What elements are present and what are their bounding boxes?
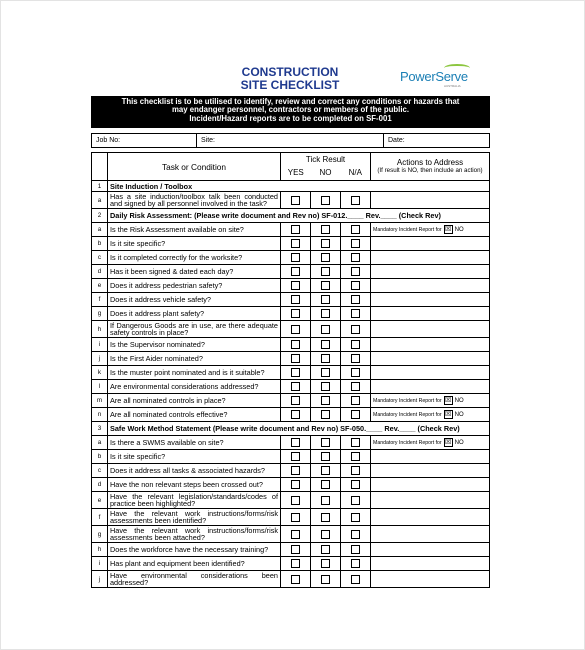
row-number: 2 xyxy=(92,209,108,223)
no-cell xyxy=(311,557,341,571)
yes-cell xyxy=(281,509,311,526)
na-checkbox[interactable] xyxy=(351,239,360,248)
no-checkbox[interactable] xyxy=(321,354,330,363)
action-cell[interactable] xyxy=(371,478,490,492)
yes-checkbox[interactable] xyxy=(291,382,300,391)
yes-cell xyxy=(281,223,311,237)
action-cell[interactable] xyxy=(371,265,490,279)
yes-checkbox[interactable] xyxy=(291,325,300,334)
no-cell xyxy=(311,223,341,237)
row-number: g xyxy=(92,307,108,321)
banner-line-2: may endanger personnel, contractors or members of the public. xyxy=(172,105,409,115)
yes-checkbox[interactable] xyxy=(291,559,300,568)
action-cell[interactable] xyxy=(371,321,490,338)
na-cell xyxy=(341,557,371,571)
yes-checkbox[interactable] xyxy=(291,466,300,475)
yes-cell xyxy=(281,408,311,422)
no-checkbox[interactable] xyxy=(321,239,330,248)
na-cell xyxy=(341,509,371,526)
no-checkbox[interactable] xyxy=(321,267,330,276)
task-text: Does it address pedestrian safety? xyxy=(108,279,281,293)
yes-cell xyxy=(281,557,311,571)
date-label: Date: xyxy=(388,137,405,144)
action-cell[interactable] xyxy=(371,408,490,422)
no-cell xyxy=(311,492,341,509)
row-number: l xyxy=(92,380,108,394)
task-text: Does the workforce have the necessary training? xyxy=(108,543,281,557)
task-text: Is the muster point nominated and is it suitable? xyxy=(108,366,281,380)
checklist-row xyxy=(92,366,490,380)
na-cell xyxy=(341,192,371,209)
section-title: Daily Risk Assessment: (Please write document and Rev no) SF-012.____ Rev.____ (Check Rev) xyxy=(108,209,490,223)
task-text: Is the Supervisor nominated? xyxy=(108,338,281,352)
na-checkbox[interactable] xyxy=(351,438,360,447)
yes-cell xyxy=(281,321,311,338)
row-number: i xyxy=(92,338,108,352)
na-checkbox[interactable] xyxy=(351,196,360,205)
task-text: Have environmental considerations been addressed? xyxy=(108,571,281,588)
checklist-row xyxy=(92,237,490,251)
task-text: Are environmental considerations addressed? xyxy=(108,380,281,394)
no-cell xyxy=(311,251,341,265)
section-title: Safe Work Method Statement (Please write document and Rev no) SF-050.____ Rev.____ (Check Rev) xyxy=(108,422,490,436)
checklist-row xyxy=(92,265,490,279)
site-label: Site: xyxy=(201,137,216,144)
no-cell xyxy=(311,408,341,422)
na-checkbox[interactable] xyxy=(351,396,360,405)
na-cell xyxy=(341,237,371,251)
instruction-banner xyxy=(91,96,490,128)
action-cell[interactable] xyxy=(371,279,490,293)
no-cell xyxy=(311,571,341,588)
task-text: Is it completed correctly for the worksite? xyxy=(108,251,281,265)
checklist-row xyxy=(92,509,490,526)
header-no: NO xyxy=(311,166,341,181)
mandatory-report-label: Mandatory Incident Report for xyxy=(373,439,442,446)
no-checkbox[interactable] xyxy=(321,325,330,334)
na-cell xyxy=(341,408,371,422)
header-na: N/A xyxy=(341,166,371,181)
row-number: j xyxy=(92,571,108,588)
row-number: h xyxy=(92,321,108,338)
banner-line-1: This checklist is to be utilised to identify, review and correct any conditions or hazards that xyxy=(121,97,460,106)
action-cell[interactable] xyxy=(371,223,490,237)
title-line-2: SITE CHECKLIST xyxy=(240,78,340,92)
task-text: Does it address vehicle safety? xyxy=(108,293,281,307)
no-checkbox[interactable] xyxy=(321,196,330,205)
action-cell[interactable] xyxy=(371,450,490,464)
action-cell[interactable] xyxy=(371,380,490,394)
yes-cell xyxy=(281,478,311,492)
na-checkbox[interactable] xyxy=(351,382,360,391)
yes-checkbox[interactable] xyxy=(291,340,300,349)
header-actions-title: Actions to Address xyxy=(396,158,464,167)
yes-checkbox[interactable] xyxy=(291,253,300,262)
logo-sub-text: AUSTRALIA xyxy=(444,84,461,88)
yes-cell xyxy=(281,307,311,321)
action-cell[interactable] xyxy=(371,366,490,380)
na-cell xyxy=(341,450,371,464)
mandatory-report-label: Mandatory Incident Report for xyxy=(373,411,442,418)
mandatory-no-label: NO xyxy=(454,397,464,404)
header-yes: YES xyxy=(281,166,311,181)
no-cell xyxy=(311,436,341,450)
action-cell[interactable] xyxy=(371,307,490,321)
logo-brand-text: PowerServe xyxy=(400,69,468,84)
yes-checkbox[interactable] xyxy=(291,267,300,276)
checklist-row xyxy=(92,543,490,557)
yes-cell xyxy=(281,338,311,352)
row-number: e xyxy=(92,279,108,293)
header-actions-sub: (If result is NO, then include an action) xyxy=(377,167,483,174)
na-cell xyxy=(341,526,371,543)
yes-checkbox[interactable] xyxy=(291,545,300,554)
yes-cell xyxy=(281,436,311,450)
job-no-label: Job No: xyxy=(96,137,121,144)
row-number: k xyxy=(92,366,108,380)
section-row xyxy=(92,422,490,436)
row-number: d xyxy=(92,265,108,279)
mandatory-report-label: Mandatory Incident Report for xyxy=(373,226,442,233)
yes-cell xyxy=(281,394,311,408)
na-checkbox[interactable] xyxy=(351,281,360,290)
task-text: Has it been signed & dated each day? xyxy=(108,265,281,279)
row-number: h xyxy=(92,543,108,557)
no-cell xyxy=(311,526,341,543)
yes-checkbox[interactable] xyxy=(291,196,300,205)
checklist-row xyxy=(92,557,490,571)
no-checkbox[interactable] xyxy=(321,438,330,447)
task-text: Have the relevant work instructions/forms/risk assessments been attached? xyxy=(108,526,281,543)
mandatory-report-label: Mandatory Incident Report for xyxy=(373,397,442,404)
section-title: Site Induction / Toolbox xyxy=(108,181,490,192)
no-cell xyxy=(311,478,341,492)
no-checkbox[interactable] xyxy=(321,253,330,262)
yes-checkbox[interactable] xyxy=(291,480,300,489)
task-text: Are all nominated controls effective? xyxy=(108,408,281,422)
mandatory-no-label: NO xyxy=(454,226,464,233)
checked-box-icon[interactable]: ☒ xyxy=(445,411,452,418)
action-cell[interactable] xyxy=(371,526,490,543)
no-cell xyxy=(311,265,341,279)
page-title xyxy=(200,66,380,92)
action-cell[interactable] xyxy=(371,192,490,209)
no-checkbox[interactable] xyxy=(321,281,330,290)
no-cell xyxy=(311,352,341,366)
task-text: Has plant and equipment been identified? xyxy=(108,557,281,571)
row-number: a xyxy=(92,436,108,450)
na-cell xyxy=(341,307,371,321)
task-text: Have the relevant legislation/standards/codes of practice been highlighted? xyxy=(108,492,281,509)
yes-checkbox[interactable] xyxy=(291,295,300,304)
action-cell[interactable] xyxy=(371,543,490,557)
no-checkbox[interactable] xyxy=(321,396,330,405)
na-cell xyxy=(341,380,371,394)
task-text: Have the non relevant steps been crossed out? xyxy=(108,478,281,492)
na-cell xyxy=(341,338,371,352)
na-cell xyxy=(341,394,371,408)
na-cell xyxy=(341,279,371,293)
mandatory-no-label: NO xyxy=(454,439,464,446)
date-field[interactable] xyxy=(384,134,490,148)
action-cell[interactable] xyxy=(371,557,490,571)
na-cell xyxy=(341,543,371,557)
no-cell xyxy=(311,380,341,394)
logo-swoosh-icon xyxy=(444,64,470,72)
no-checkbox[interactable] xyxy=(321,545,330,554)
row-number: 1 xyxy=(92,181,108,192)
no-checkbox[interactable] xyxy=(321,382,330,391)
action-cell[interactable] xyxy=(371,237,490,251)
no-cell xyxy=(311,394,341,408)
no-checkbox[interactable] xyxy=(321,452,330,461)
task-text: Is it site specific? xyxy=(108,450,281,464)
na-cell xyxy=(341,464,371,478)
no-cell xyxy=(311,543,341,557)
no-cell xyxy=(311,321,341,338)
na-cell xyxy=(341,352,371,366)
yes-cell xyxy=(281,192,311,209)
row-number: i xyxy=(92,557,108,571)
row-number: f xyxy=(92,293,108,307)
row-number: a xyxy=(92,192,108,209)
na-checkbox[interactable] xyxy=(351,452,360,461)
yes-checkbox[interactable] xyxy=(291,368,300,377)
row-number: j xyxy=(92,352,108,366)
yes-cell xyxy=(281,492,311,509)
action-cell[interactable] xyxy=(371,338,490,352)
no-checkbox[interactable] xyxy=(321,225,330,234)
section-row xyxy=(92,209,490,223)
no-checkbox[interactable] xyxy=(321,496,330,505)
yes-cell xyxy=(281,543,311,557)
no-cell xyxy=(311,237,341,251)
na-cell xyxy=(341,571,371,588)
no-checkbox[interactable] xyxy=(321,466,330,475)
yes-cell xyxy=(281,464,311,478)
task-text: Does it address all tasks & associated hazards? xyxy=(108,464,281,478)
header-actions xyxy=(371,153,490,181)
na-checkbox[interactable] xyxy=(351,559,360,568)
na-checkbox[interactable] xyxy=(351,480,360,489)
action-cell[interactable] xyxy=(371,464,490,478)
section-row xyxy=(92,181,490,192)
yes-checkbox[interactable] xyxy=(291,496,300,505)
na-cell xyxy=(341,293,371,307)
checked-box-icon[interactable]: ☒ xyxy=(445,226,452,233)
no-cell xyxy=(311,192,341,209)
row-number: f xyxy=(92,509,108,526)
row-number: m xyxy=(92,394,108,408)
action-cell[interactable] xyxy=(371,394,490,408)
action-cell[interactable] xyxy=(371,509,490,526)
yes-checkbox[interactable] xyxy=(291,396,300,405)
na-checkbox[interactable] xyxy=(351,530,360,539)
na-cell xyxy=(341,223,371,237)
na-checkbox[interactable] xyxy=(351,513,360,522)
no-checkbox[interactable] xyxy=(321,480,330,489)
na-cell xyxy=(341,321,371,338)
na-checkbox[interactable] xyxy=(351,225,360,234)
yes-checkbox[interactable] xyxy=(291,281,300,290)
job-no-field[interactable] xyxy=(92,134,197,148)
no-checkbox[interactable] xyxy=(321,368,330,377)
site-field[interactable] xyxy=(197,134,384,148)
checklist-row xyxy=(92,279,490,293)
no-checkbox[interactable] xyxy=(321,295,330,304)
mandatory-no-label: NO xyxy=(454,411,464,418)
row-number: b xyxy=(92,450,108,464)
action-cell[interactable] xyxy=(371,293,490,307)
na-checkbox[interactable] xyxy=(351,309,360,318)
yes-checkbox[interactable] xyxy=(291,239,300,248)
header-number xyxy=(92,153,108,181)
na-cell xyxy=(341,366,371,380)
checklist-row xyxy=(92,450,490,464)
job-details-table xyxy=(91,133,490,148)
no-cell xyxy=(311,279,341,293)
action-cell[interactable] xyxy=(371,352,490,366)
checklist-row xyxy=(92,478,490,492)
row-number: a xyxy=(92,223,108,237)
no-cell xyxy=(311,464,341,478)
na-checkbox[interactable] xyxy=(351,545,360,554)
na-checkbox[interactable] xyxy=(351,354,360,363)
checklist-row xyxy=(92,464,490,478)
header-task: Task or Condition xyxy=(108,153,281,181)
checklist-row xyxy=(92,293,490,307)
row-number: n xyxy=(92,408,108,422)
row-number: g xyxy=(92,526,108,543)
yes-checkbox[interactable] xyxy=(291,410,300,419)
checklist-row xyxy=(92,251,490,265)
task-text: Is the First Aider nominated? xyxy=(108,352,281,366)
powerserve-logo xyxy=(400,68,475,94)
na-checkbox[interactable] xyxy=(351,295,360,304)
task-text: Does it address plant safety? xyxy=(108,307,281,321)
na-checkbox[interactable] xyxy=(351,466,360,475)
na-checkbox[interactable] xyxy=(351,267,360,276)
yes-cell xyxy=(281,237,311,251)
yes-cell xyxy=(281,251,311,265)
na-cell xyxy=(341,436,371,450)
row-number: d xyxy=(92,478,108,492)
checked-box-icon[interactable]: ☒ xyxy=(445,397,452,404)
no-cell xyxy=(311,338,341,352)
row-number: 3 xyxy=(92,422,108,436)
task-text: Is it site specific? xyxy=(108,237,281,251)
no-cell xyxy=(311,450,341,464)
task-text: Have the relevant work instructions/forms/risk assessments been identified? xyxy=(108,509,281,526)
na-checkbox[interactable] xyxy=(351,253,360,262)
no-cell xyxy=(311,307,341,321)
no-cell xyxy=(311,293,341,307)
yes-cell xyxy=(281,265,311,279)
checklist-row xyxy=(92,223,490,237)
yes-cell xyxy=(281,571,311,588)
no-checkbox[interactable] xyxy=(321,513,330,522)
no-checkbox[interactable] xyxy=(321,575,330,584)
yes-cell xyxy=(281,352,311,366)
checklist-row xyxy=(92,321,490,338)
yes-checkbox[interactable] xyxy=(291,530,300,539)
na-cell xyxy=(341,478,371,492)
banner-line-3: Incident/Hazard reports are to be completed on SF-001 xyxy=(189,113,392,123)
yes-cell xyxy=(281,279,311,293)
task-text: Has a site induction/toolbox talk been conducted and signed by all personnel involved in the task? xyxy=(108,192,281,209)
task-text: Is the Risk Assessment available on site? xyxy=(108,223,281,237)
row-number: c xyxy=(92,464,108,478)
yes-checkbox[interactable] xyxy=(291,452,300,461)
checklist-row xyxy=(92,492,490,509)
na-checkbox[interactable] xyxy=(351,410,360,419)
row-number: c xyxy=(92,251,108,265)
no-cell xyxy=(311,509,341,526)
yes-cell xyxy=(281,450,311,464)
no-checkbox[interactable] xyxy=(321,309,330,318)
row-number: b xyxy=(92,237,108,251)
checklist-row xyxy=(92,436,490,450)
checklist-row xyxy=(92,571,490,588)
yes-checkbox[interactable] xyxy=(291,225,300,234)
checklist-row xyxy=(92,192,490,209)
na-checkbox[interactable] xyxy=(351,340,360,349)
task-text: Is there a SWMS available on site? xyxy=(108,436,281,450)
yes-cell xyxy=(281,293,311,307)
task-text: If Dangerous Goods are in use, are there adequate safety controls in place? xyxy=(108,321,281,338)
checked-box-icon[interactable]: ☒ xyxy=(445,439,452,446)
task-text: Are all nominated controls in place? xyxy=(108,394,281,408)
yes-checkbox[interactable] xyxy=(291,309,300,318)
na-checkbox[interactable] xyxy=(351,575,360,584)
yes-checkbox[interactable] xyxy=(291,575,300,584)
row-number: e xyxy=(92,492,108,509)
checklist-row xyxy=(92,526,490,543)
yes-cell xyxy=(281,366,311,380)
yes-checkbox[interactable] xyxy=(291,513,300,522)
no-checkbox[interactable] xyxy=(321,530,330,539)
checklist-row xyxy=(92,338,490,352)
na-checkbox[interactable] xyxy=(351,496,360,505)
na-checkbox[interactable] xyxy=(351,368,360,377)
na-cell xyxy=(341,265,371,279)
action-cell[interactable] xyxy=(371,571,490,588)
no-cell xyxy=(311,366,341,380)
no-checkbox[interactable] xyxy=(321,410,330,419)
no-checkbox[interactable] xyxy=(321,340,330,349)
checklist-table xyxy=(91,152,490,588)
na-checkbox[interactable] xyxy=(351,325,360,334)
no-checkbox[interactable] xyxy=(321,559,330,568)
yes-cell xyxy=(281,380,311,394)
yes-checkbox[interactable] xyxy=(291,354,300,363)
na-cell xyxy=(341,492,371,509)
action-cell[interactable] xyxy=(371,251,490,265)
yes-cell xyxy=(281,526,311,543)
checklist-row xyxy=(92,394,490,408)
yes-checkbox[interactable] xyxy=(291,438,300,447)
checklist-row xyxy=(92,307,490,321)
title-line-1: CONSTRUCTION xyxy=(241,65,339,79)
checklist-row xyxy=(92,352,490,366)
action-cell[interactable] xyxy=(371,492,490,509)
header-tick-result: Tick Result xyxy=(281,153,371,166)
action-cell[interactable] xyxy=(371,436,490,450)
na-cell xyxy=(341,251,371,265)
checklist-row xyxy=(92,408,490,422)
checklist-row xyxy=(92,380,490,394)
